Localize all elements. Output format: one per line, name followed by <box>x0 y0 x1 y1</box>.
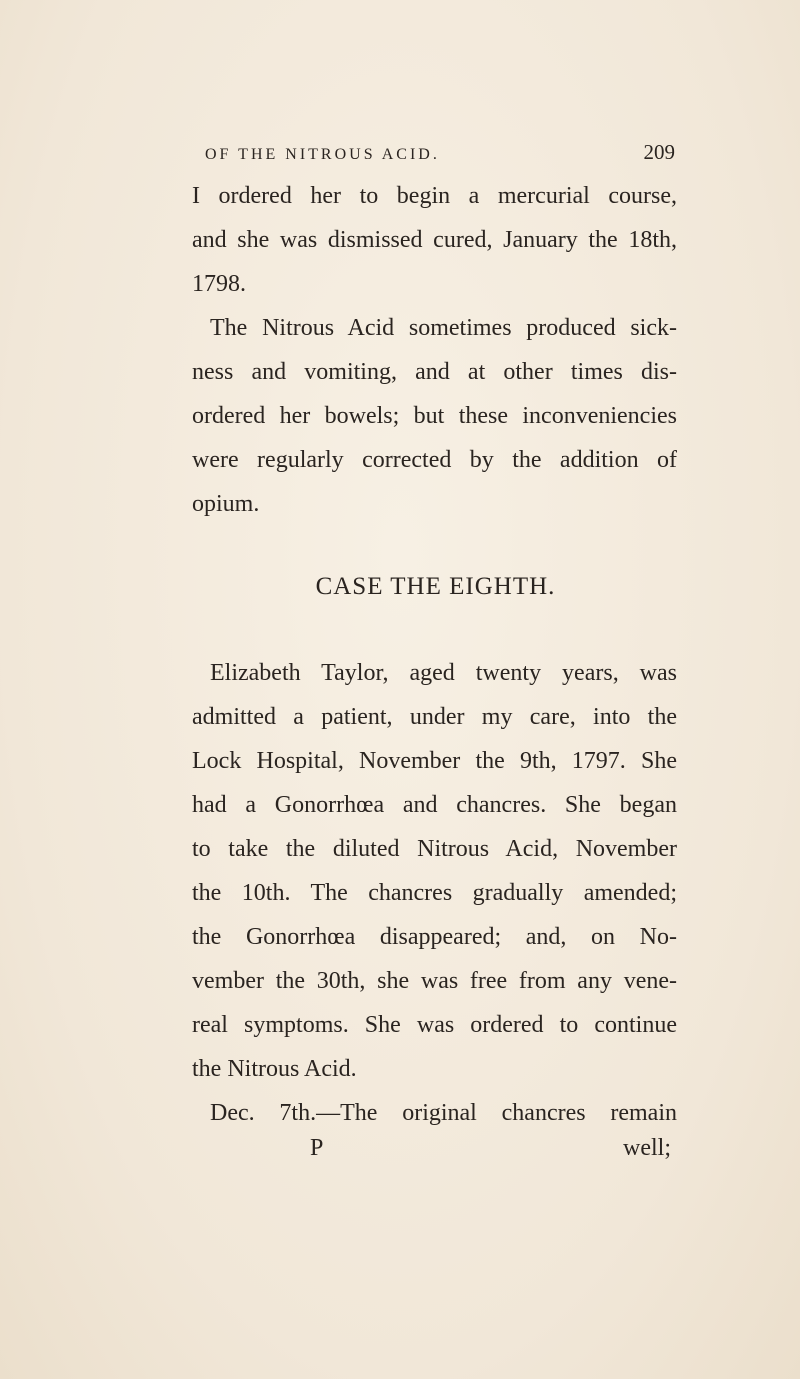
text-line: vember the 30th, she was free from any vene- <box>192 968 677 994</box>
text-line: ordered her bowels; but these inconveniencies <box>192 403 677 429</box>
text-line: 1798. <box>192 271 246 297</box>
text-line: real symptoms. She was ordered to continue <box>192 1012 677 1038</box>
text-line: the Nitrous Acid. <box>192 1056 357 1082</box>
text-line: and she was dismissed cured, January the 18th, <box>192 227 677 253</box>
text-line: admitted a patient, under my care, into the <box>192 704 677 730</box>
text-line: the Gonorrhœa disappeared; and, on No- <box>192 924 677 950</box>
text-line: the 10th. The chancres gradually amended; <box>192 880 677 906</box>
text-line: ness and vomiting, and at other times dis- <box>192 359 677 385</box>
text-line: were regularly corrected by the addition of <box>192 447 677 473</box>
text-line: Lock Hospital, November the 9th, 1797. She <box>192 748 677 774</box>
catchword: well; <box>623 1135 671 1161</box>
text-line: The Nitrous Acid sometimes produced sick- <box>210 315 677 341</box>
paragraph-1 <box>192 174 677 306</box>
paragraph-4 <box>192 1091 677 1135</box>
section-title: CASE THE EIGHTH. <box>315 573 556 600</box>
text-line: Elizabeth Taylor, aged twenty years, was <box>210 660 677 686</box>
page-footer <box>192 1135 677 1175</box>
paragraph-2 <box>192 306 677 526</box>
signature-mark: P <box>310 1135 324 1161</box>
text-line: I ordered her to begin a mercurial course, <box>192 183 677 209</box>
page-header <box>205 138 675 172</box>
text-line: had a Gonorrhœa and chancres. She began <box>192 792 677 818</box>
text-line: Dec. 7th.—The original chancres remain <box>210 1100 677 1126</box>
page-number: 209 <box>643 140 675 164</box>
paragraph-3 <box>192 651 677 1091</box>
text-line: opium. <box>192 491 260 517</box>
text-line: to take the diluted Nitrous Acid, November <box>192 836 677 862</box>
running-head: OF THE NITROUS ACID. <box>205 146 440 163</box>
body-text <box>192 174 677 1175</box>
